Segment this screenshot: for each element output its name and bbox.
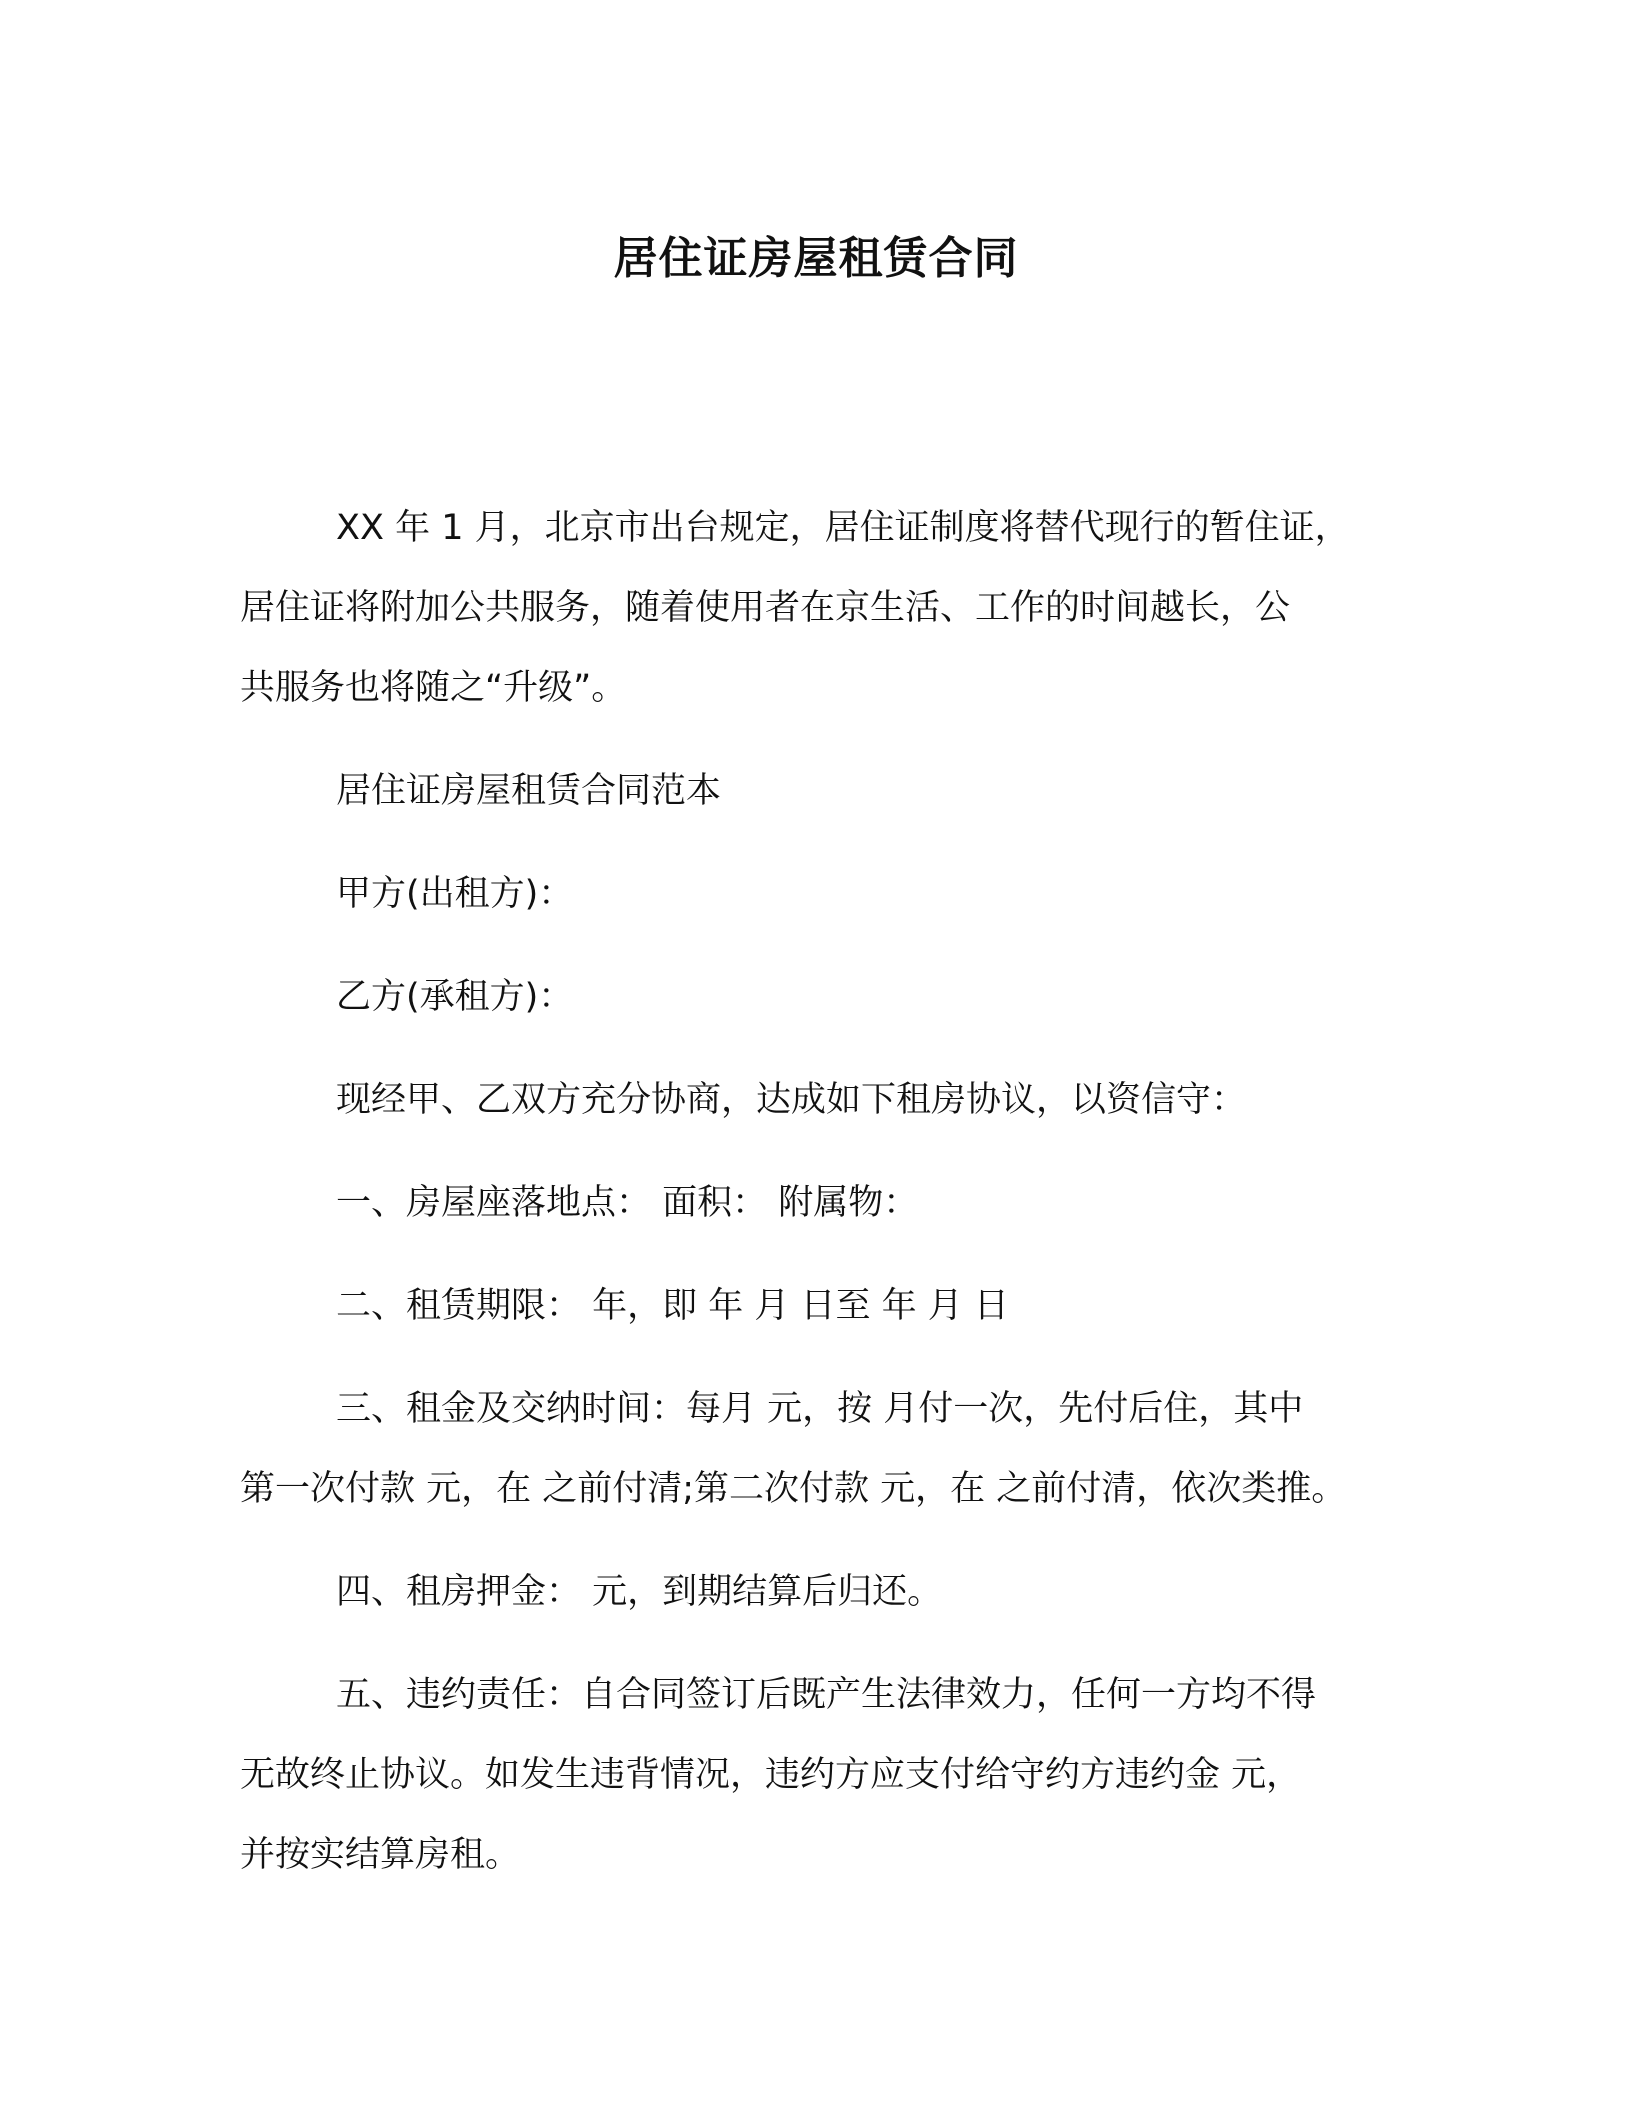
paragraph-template-title [240,751,1390,831]
paragraph-line: 居住证将附加公共服务，随着使用者在京生活、工作的时间越长，公 [240,588,1291,628]
paragraph-line: 一、房屋座落地点： 面积： 附属物： [336,1183,919,1223]
clause-4-deposit [240,1552,1390,1632]
paragraph-line: 第一次付款 元，在 之前付清;第二次付款 元，在 之前付清，依次类推。 [240,1469,1347,1509]
paragraph-agreement [240,1060,1390,1140]
paragraph-party-a [240,854,1390,934]
paragraph-intro [240,488,1390,728]
clause-1-location [240,1163,1390,1243]
clause-3-rent [240,1369,1390,1529]
paragraph-line: 共服务也将随之“升级”。 [240,668,627,708]
paragraph-line: 乙方(承租方)： [336,977,574,1017]
paragraph-line: 并按实结算房租。 [240,1835,521,1875]
paragraph-line: 三、租金及交纳时间：每月 元，按 月付一次，先付后住，其中 [336,1389,1304,1429]
paragraph-line: 甲方(出租方)： [336,874,574,914]
document-body [240,488,1390,1918]
clause-2-term [240,1266,1390,1346]
paragraph-party-b [240,957,1390,1037]
paragraph-line: 无故终止协议。如发生违背情况，违约方应支付给守约方违约金 元， [240,1755,1302,1795]
document-title: 居住证房屋租赁合同 [613,233,1019,284]
paragraph-line: 居住证房屋租赁合同范本 [336,771,722,811]
paragraph-line: 二、租赁期限： 年，即 年 月 日至 年 月 日 [336,1286,1009,1326]
paragraph-line: 四、租房押金： 元，到期结算后归还。 [336,1572,943,1612]
paragraph-line: 五、违约责任：自合同签订后既产生法律效力，任何一方均不得 [336,1675,1317,1715]
paragraph-line: XX 年 1 月，北京市出台规定，居住证制度将替代现行的暂住证， [336,508,1350,548]
clause-5-liability [240,1655,1390,1895]
paragraph-line: 现经甲、乙双方充分协商，达成如下租房协议，以资信守： [336,1080,1247,1120]
